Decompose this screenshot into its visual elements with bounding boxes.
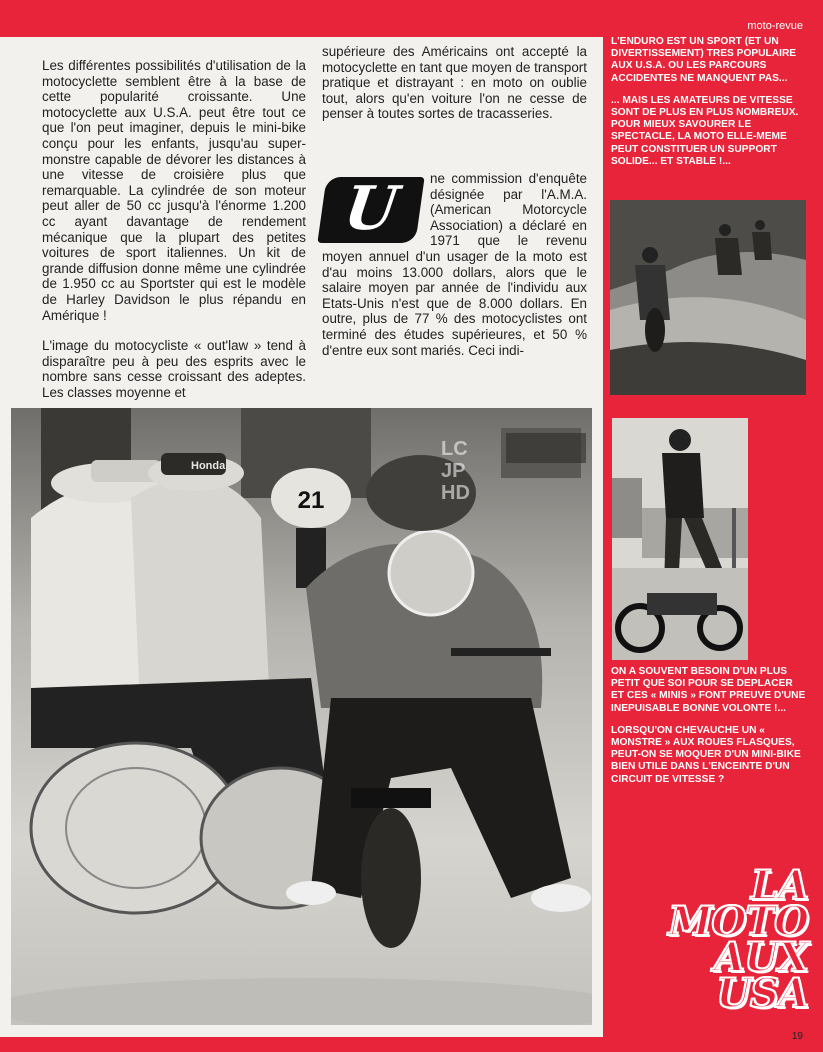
article-column-1	[42, 58, 306, 415]
caption-bottom	[611, 666, 807, 796]
caption-paragraph: L'ENDURO EST UN SPORT (ET UN DIVERTISSEMENT) TRES POPULAIRE AUX U.S.A. OU LES PARCOURS ACCIDENTES NE MANQUENT PAS...	[611, 36, 797, 84]
article-title	[603, 862, 808, 1023]
caption-paragraph: ... MAIS LES AMATEURS DE VITESSE SONT DE PLUS EN PLUS NOMBREUX. POUR MIEUX SAVOURER LE SPECTACLE, LA MOTO ELLE-MEME PEUT CONSTITUER UN SUPPORT SOLIDE... ET STABLE !...	[611, 94, 799, 167]
photo-main-illustration	[11, 408, 592, 1025]
title-line: LA	[750, 862, 808, 909]
page-number: 19	[791, 1031, 803, 1042]
watermark	[441, 438, 470, 504]
paragraph: ne commission d'enquête désignée par l'A.M.A. (American Motorcycle Association) a déclaré en 1971 que le revenu moyen annuel d'un usager de la moto est d'au moins 13.000 dollars, alors que le salaire moyen par année de l'individu aux Etats-Unis n'est que de 8.000 dollars. En outre, plus de 77 % des motocyclistes ont terminé des études supérieures, et 50 % d'entre eux sont mariés. Ceci indi-	[322, 170, 587, 358]
source-label: moto-revue	[747, 20, 803, 32]
caption-paragraph: LORSQU'ON CHEVAUCHE UN « MONSTRE » AUX ROUES FLASQUES, PEUT-ON SE MOQUER D'UN MINI-BIKE BIEN UTILE DANS L'ENCEINTE D'UN CIRCUIT DE VITESSE ?	[611, 724, 801, 785]
title-line: AUX	[714, 934, 808, 981]
photo-enduro	[610, 200, 806, 395]
photo-minibike	[612, 418, 748, 660]
paragraph: L'image du motocycliste « out'law » tend à disparaître peu à peu des esprits avec le nombre sans cesse croissant des adeptes. Les classes moyenne et	[42, 338, 306, 400]
photo-main-riders	[11, 408, 592, 1025]
cap-text: Honda	[191, 460, 226, 472]
watermark-line: LC	[441, 438, 468, 460]
caption-top	[611, 36, 807, 178]
article-column-2	[322, 44, 587, 373]
title-line: MOTO	[668, 898, 808, 945]
race-number: 21	[297, 487, 325, 514]
photo-minibike-illustration	[612, 418, 748, 660]
watermark-line: HD	[441, 482, 470, 504]
watermark-line: JP	[441, 460, 466, 482]
paragraph: supérieure des Américains ont accepté la motocyclette en tant que moyen de transport pratique et distrayant : en moto on oublie tout, alors qu'en voiture l'on ne cesse de penser à toutes sortes de tracasseries.	[322, 44, 587, 122]
caption-paragraph: ON A SOUVENT BESOIN D'UN PLUS PETIT QUE SOI POUR SE DEPLACER ET CES « MINIS » FONT PREUVE D'UNE INEPUISABLE BONNE VOLONTE !...	[611, 666, 806, 714]
paragraph: Les différentes possibilités d'utilisation de la motocyclette semblent être à la base de cette popularité croissante. Une motocyclette aux U.S.A. peut être tout ce que l'on peut imaginer, depuis le mini-bike conçu pour les enfants, jusqu'au super-monstre capable de dévorer les distances à une vitesse de croisière plus que remarquable. La cylindrée de son moteur peut aller de 50 cc jusqu'à l'énorme 1.200 cc ayant davantage de rendement mécanique que la plupart des petites voitures de sport italiennes. Un kit de grande diffusion donne même une cylindrée de 1.950 cc au Sportster qui est le modèle de Harley Davidson le plus répandu en Amérique !	[42, 58, 306, 323]
dropcap: U	[317, 177, 424, 243]
photo-enduro-illustration	[610, 200, 806, 395]
title-line: USA	[716, 970, 808, 1017]
